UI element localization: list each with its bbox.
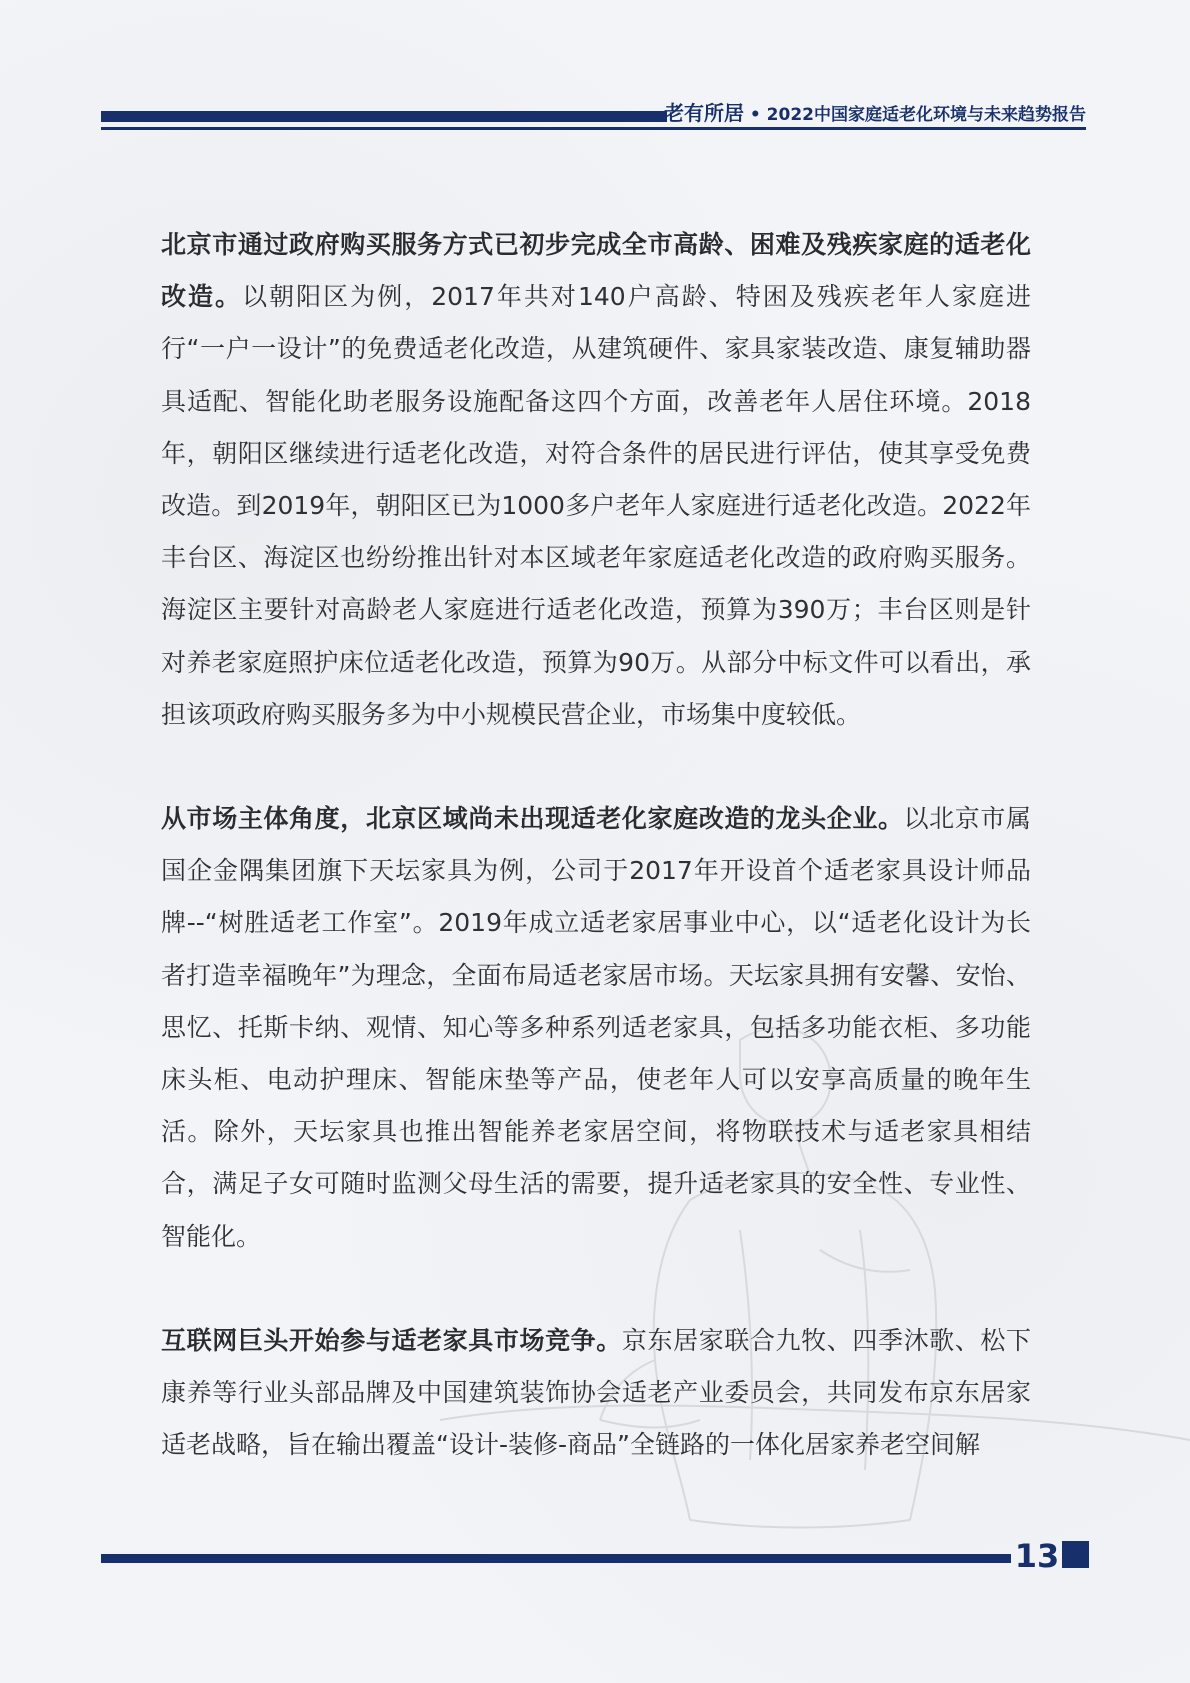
paragraph-lead: 从市场主体角度，北京区域尚未出现适老化家庭改造的龙头企业。 <box>161 804 904 834</box>
header-rule <box>101 127 1086 130</box>
paragraph-lead: 互联网巨头开始参与适老家具市场竞争。 <box>161 1325 622 1355</box>
footer-rule <box>101 1554 1011 1563</box>
main-content <box>161 219 1031 1523</box>
paragraph-body: 以北京市属国企金隅集团旗下天坛家具为例，公司于2017年开设首个适老家具设计师品牌--“树胜适老工作室”。2019年成立适老家居事业中心，以“适老化设计为长者打造幸福晚年”为理念，全面布局适老家居市场。天坛家具拥有安馨、安怡、思忆、托斯卡纳、观情、知心等多种系列适老家具，包括多功能衣柜、多功能床头柜、电动护理床、智能床垫等产品，使老年人可以安享高质量的晚年生活。除外，天坛家具也推出智能养老家居空间，将物联技术与适老家具相结合，满足子女可随时监测父母生活的需要，提升适老家具的安全性、专业性、智能化。 <box>161 804 1031 1251</box>
page-number: 13 <box>1014 1537 1060 1575</box>
paragraph-body: 京东居家联合九牧、四季沐歌、松下康养等行业头部品牌及中国建筑装饰协会适老产业委员会，共同发布京东居家适老战略，旨在输出覆盖“设计-装修-商品”全链路的一体化居家养老空间解 <box>161 1325 1031 1460</box>
paragraph-market-players <box>161 793 1031 1263</box>
paragraph-beijing-government <box>161 219 1031 741</box>
page-number-square <box>1062 1541 1089 1568</box>
report-header <box>664 100 1086 126</box>
header-accent-bar <box>101 111 667 122</box>
header-separator: • <box>749 105 761 125</box>
paragraph-lead: 北京市通过政府购买服务方式已初步完成全市高龄、困难及残疾家庭的适老化改造。 <box>161 230 1031 312</box>
header-report-title: 2022中国家庭适老化环境与未来趋势报告 <box>766 105 1086 125</box>
header-brand: 老有所居 <box>663 101 744 125</box>
paragraph-body: 以朝阳区为例，2017年共对140户高龄、特困及残疾老年人家庭进行“一户一设计”的免费适老化改造，从建筑硬件、家具家装改造、康复辅助器具适配、智能化助老服务设施配备这四个方面，改善老年人居住环境。2018年，朝阳区继续进行适老化改造，对符合条件的居民进行评估，使其享受免费改造。到2019年，朝阳区已为1000多户老年人家庭进行适老化改造。2022年丰台区、海淀区也纷纷推出针对本区域老年家庭适老化改造的政府购买服务。海淀区主要针对高龄老人家庭进行适老化改造，预算为390万；丰台区则是针对养老家庭照护床位适老化改造，预算为90万。从部分中标文件可以看出，承担该项政府购买服务多为中小规模民营企业，市场集中度较低。 <box>161 282 1031 729</box>
paragraph-internet-giants <box>161 1315 1031 1472</box>
